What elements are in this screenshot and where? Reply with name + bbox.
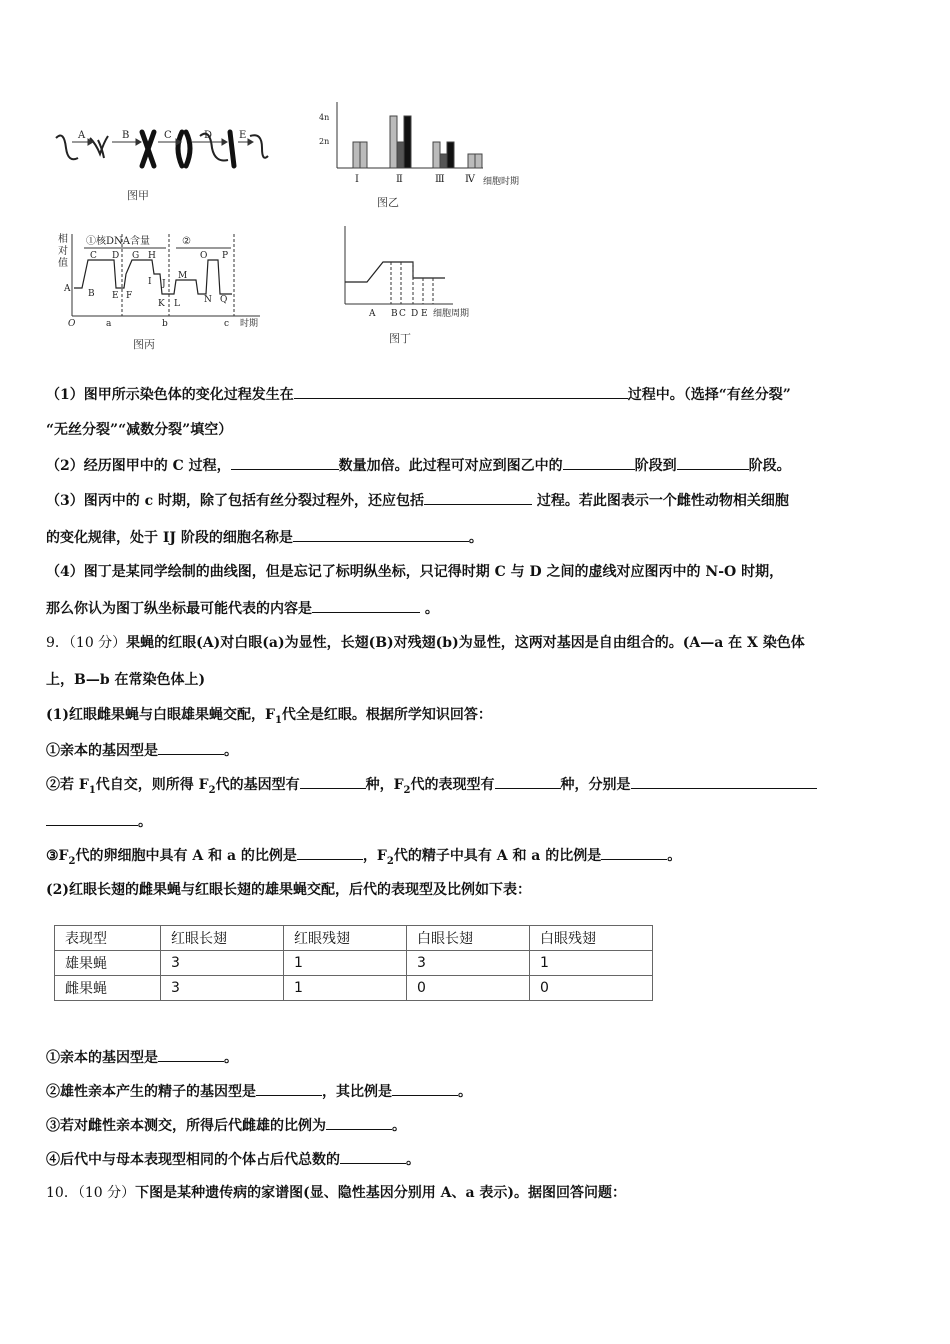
table-cell: 0	[407, 976, 530, 1001]
table-cell: 3	[161, 976, 284, 1001]
q9-2-1-blank[interactable]	[158, 1047, 224, 1062]
jia-label-E: E	[239, 130, 247, 141]
q8-2-d: 阶段。	[748, 458, 791, 474]
q8-2-blank3[interactable]	[677, 455, 749, 470]
yi-tick-IV: Ⅳ	[465, 174, 475, 185]
bing-x-label: 时期	[240, 319, 259, 329]
bing-point-D: D	[112, 251, 120, 261]
figure-ding-caption: 图丁	[389, 332, 411, 345]
bing-point-N: N	[204, 295, 212, 305]
q10-stem	[46, 1183, 626, 1203]
table-cell: 0	[530, 976, 653, 1001]
yi-bar-I-b	[360, 142, 367, 168]
yi-bar-III-c	[447, 142, 454, 168]
table-cell: 3	[407, 951, 530, 976]
yi-bar-II-b	[397, 142, 404, 168]
q9-2-4-b: 。	[406, 1152, 420, 1168]
bing-point-P: P	[222, 251, 229, 261]
table-header-row	[55, 926, 653, 951]
q9-1-2-cont	[46, 811, 152, 832]
q8-4-a: 那么你认为图丁纵坐标最可能代表的内容是	[46, 601, 312, 617]
jia-label-C: C	[164, 130, 172, 141]
figure-ding	[335, 222, 485, 322]
q8-3-b: 过程。若此图表示一个雌性动物相关细胞	[536, 493, 789, 509]
bing-section2: ②	[182, 236, 191, 247]
q9-1-2-sub3: 2	[403, 784, 411, 796]
bing-point-B: B	[88, 289, 95, 299]
q8-2-c: 阶段到	[634, 458, 677, 474]
q9-2-3-b: 。	[392, 1118, 406, 1134]
bing-point-F: F	[126, 291, 133, 301]
bing-point-K: K	[158, 299, 165, 309]
table-cell: 雄果蝇	[55, 951, 161, 976]
q8-part4-line1: （4）图丁是某同学绘制的曲线图，但是忘记了标明纵坐标，只记得时期 C 与 D 之间的虚线对应图丙中的 N-O 时期，	[46, 564, 784, 580]
q8-part1-line1	[46, 384, 791, 405]
q9-1-2-blank2[interactable]	[495, 774, 561, 789]
figure-jia	[50, 118, 280, 208]
q9-1-2-blank1[interactable]	[300, 774, 366, 789]
q9-1-2-d: 种，F	[365, 777, 404, 793]
q9-1-3-a: ③F	[46, 848, 69, 864]
q8-2-a: （2）经历图甲中的 C 过程，	[46, 458, 231, 474]
q8-3-c: 的变化规律，处于 IJ 阶段的细胞名称是	[46, 530, 293, 546]
q10-text: 下图是某种遗传病的家谱图(显、隐性基因分别用 A、a 表示)。据图回答问题：	[135, 1185, 627, 1201]
q8-2-b: 数量加倍。此过程可对应到图乙中的	[338, 458, 563, 474]
bing-point-A: A	[64, 284, 71, 294]
q9-1-2-c: 代的基因型有	[215, 777, 300, 793]
ding-tick-D: D	[411, 309, 419, 319]
q10-number: 10．（10 分）	[46, 1185, 136, 1201]
phenotype-table	[54, 925, 653, 1001]
q8-4-b: 。	[424, 601, 439, 617]
q9-2-1	[46, 1047, 238, 1068]
table-cell: 1	[284, 976, 407, 1001]
q9-1-2-sub2: 2	[208, 784, 216, 796]
bing-point-C: C	[90, 251, 97, 261]
yi-bar-IV-b	[475, 154, 482, 168]
bing-point-G: G	[132, 251, 140, 261]
bing-point-M: M	[178, 271, 188, 281]
table-header: 白眼残翅	[530, 926, 653, 951]
jia-label-B: B	[122, 130, 130, 141]
ding-tick-C: C	[399, 309, 406, 319]
figure-jia-caption: 图甲	[127, 189, 149, 202]
yi-bar-I-a	[353, 142, 360, 168]
figure-yi-caption: 图乙	[377, 196, 399, 209]
q9-1-2-a: ②若 F	[46, 777, 89, 793]
q9-2-3-blank[interactable]	[326, 1115, 392, 1130]
yi-tick-I: Ⅰ	[355, 174, 359, 185]
table-cell: 3	[161, 951, 284, 976]
q9-1-2	[46, 774, 817, 801]
q9-2-2-blank1[interactable]	[256, 1081, 322, 1096]
bing-point-I: I	[148, 277, 152, 287]
q9-1-1	[46, 740, 238, 761]
q9-1-2-sub1: 1	[88, 784, 96, 796]
q8-3-blank2[interactable]	[293, 527, 469, 542]
q9-2-4-a: ④后代中与母本表现型相同的个体占后代总数的	[46, 1152, 340, 1168]
q9-1-1-b: 。	[224, 743, 238, 759]
bing-point-Q: Q	[220, 295, 228, 305]
q8-4-blank[interactable]	[312, 598, 420, 613]
q8-3-blank1[interactable]	[424, 490, 532, 505]
q9-2-4	[46, 1149, 420, 1170]
yi-bar-II-c	[404, 116, 411, 168]
table-row	[55, 951, 653, 976]
q9-2-2-blank2[interactable]	[392, 1081, 458, 1096]
q9-2-3-a: ③若对雌性亲本测交，所得后代雌雄的比例为	[46, 1118, 326, 1134]
q9-1-2-e: 代的表现型有	[410, 777, 495, 793]
q9-stem-line2: 上，B—b 在常染色体上)	[46, 672, 206, 688]
yi-bar-III-b	[440, 154, 447, 168]
q9-1-1-blank[interactable]	[158, 740, 224, 755]
q8-2-blank2[interactable]	[563, 455, 635, 470]
q9-1-1-a: ①亲本的基因型是	[46, 743, 158, 759]
q8-part2	[46, 455, 791, 476]
q9-2-1-a: ①亲本的基因型是	[46, 1050, 158, 1066]
q9-2: (2)红眼长翅的雌果蝇与红眼长翅的雄果蝇交配，后代的表现型及比例如下表：	[46, 882, 531, 898]
q9-1-3-e: 。	[667, 848, 682, 864]
q8-1-text: （1）图甲所示染色体的变化过程发生在	[46, 387, 294, 403]
q9-1-3	[46, 845, 681, 872]
bing-point-J: J	[162, 279, 166, 289]
q9-1-3-blank2[interactable]	[601, 845, 667, 860]
table-header: 白眼长翅	[407, 926, 530, 951]
table-header: 红眼长翅	[161, 926, 284, 951]
yi-bar-III-a	[433, 142, 440, 168]
q9-1-a: (1)红眼雌果蝇与白眼雄果蝇交配，F	[46, 707, 275, 723]
table-cell: 1	[284, 951, 407, 976]
bing-point-H: H	[148, 251, 156, 261]
bing-point-E: E	[112, 291, 119, 301]
q8-1-blank[interactable]	[294, 384, 628, 399]
bing-tick-a: a	[106, 319, 112, 329]
bing-point-O: O	[200, 251, 208, 261]
bing-y-label-3: 值	[58, 258, 68, 269]
table-cell: 1	[530, 951, 653, 976]
q9-1-sub: 1	[274, 714, 282, 726]
ding-tick-B: B	[391, 309, 398, 319]
q9-2-3	[46, 1115, 406, 1136]
table-cell: 雌果蝇	[55, 976, 161, 1001]
q9-1-2-b: 代自交，则所得 F	[95, 777, 209, 793]
jia-label-D: D	[204, 130, 213, 141]
yi-tick-2n: 2n	[319, 137, 330, 146]
table-header: 表现型	[55, 926, 161, 951]
q9-2-2	[46, 1081, 472, 1102]
q9-1-3-blank1[interactable]	[297, 845, 363, 860]
q9-2-2-c: 。	[458, 1084, 472, 1100]
q9-2-2-b: ，其比例是	[322, 1084, 392, 1100]
q9-1-2-f: 种，分别是	[560, 777, 631, 793]
yi-tick-III: Ⅲ	[435, 174, 445, 185]
bing-y-label-1: 相	[58, 234, 68, 245]
table-header: 红眼残翅	[284, 926, 407, 951]
q9-1-3-c: ，F	[362, 848, 387, 864]
q9-2-2-a: ②雄性亲本产生的精子的基因型是	[46, 1084, 256, 1100]
ding-tick-A: A	[369, 309, 376, 319]
q9-stem: 果蝇的红眼(A)对白眼(a)为显性，长翅(B)对残翅(b)为显性，这两对基因是自由组合的。(A—a 在 X 染色体	[126, 635, 805, 651]
figure-bing-caption: 图丙	[133, 338, 155, 351]
figure-yi	[315, 98, 535, 193]
yi-tick-II: Ⅱ	[396, 174, 403, 185]
yi-bar-IV-a	[468, 154, 475, 168]
q9-1-3-b: 代的卵细胞中具有 A 和 a 的比例是	[75, 848, 297, 864]
q9-1-b: 代全是红眼。根据所学知识回答：	[281, 707, 492, 723]
q9-2-1-b: 。	[224, 1050, 238, 1066]
q9-2-4-blank[interactable]	[340, 1149, 406, 1164]
jia-label-A: A	[78, 130, 86, 141]
q9-1-2-blank3[interactable]	[631, 774, 817, 789]
q9-1-3-d: 代的精子中具有 A 和 a 的比例是	[393, 848, 602, 864]
yi-x-label: 细胞时期	[483, 177, 520, 187]
ding-tick-E: E	[421, 309, 428, 319]
ding-x-label: 细胞周期	[433, 309, 470, 319]
q8-3-a: （3）图丙中的 c 时期，除了包括有丝分裂过程外，还应包括	[46, 493, 425, 509]
bing-section1: ①核DNA含量	[86, 236, 150, 247]
q8-part3-line2	[46, 527, 483, 548]
q9-1-3-sub2: 2	[386, 855, 394, 867]
q9-1-2-end: 。	[138, 814, 152, 830]
bing-tick-c: c	[224, 319, 230, 329]
q9-1	[46, 705, 492, 731]
q8-part4-line2	[46, 598, 439, 619]
q8-part3-line1	[46, 490, 789, 511]
bing-tick-b: b	[162, 319, 168, 329]
yi-tick-4n: 4n	[319, 113, 330, 122]
q9-1-3-sub1: 2	[68, 855, 76, 867]
bing-y-label-2: 对	[58, 246, 68, 257]
q8-part1-line2: “无丝分裂”“减数分裂”填空）	[46, 422, 233, 438]
bing-tick-O: O	[68, 319, 76, 329]
q9-number: 9．（10 分）	[46, 635, 127, 651]
q9-stem-line1	[46, 633, 805, 653]
table-row	[55, 976, 653, 1001]
bing-point-L: L	[174, 299, 180, 309]
figure-bing	[56, 230, 271, 330]
q8-2-blank1[interactable]	[231, 455, 339, 470]
yi-bar-II-a	[390, 116, 397, 168]
q8-3-d: 。	[468, 530, 483, 546]
q9-1-2-blank3-cont[interactable]	[46, 811, 138, 826]
q8-1-text-end: 过程中。（选择“有丝分裂”	[627, 387, 791, 403]
